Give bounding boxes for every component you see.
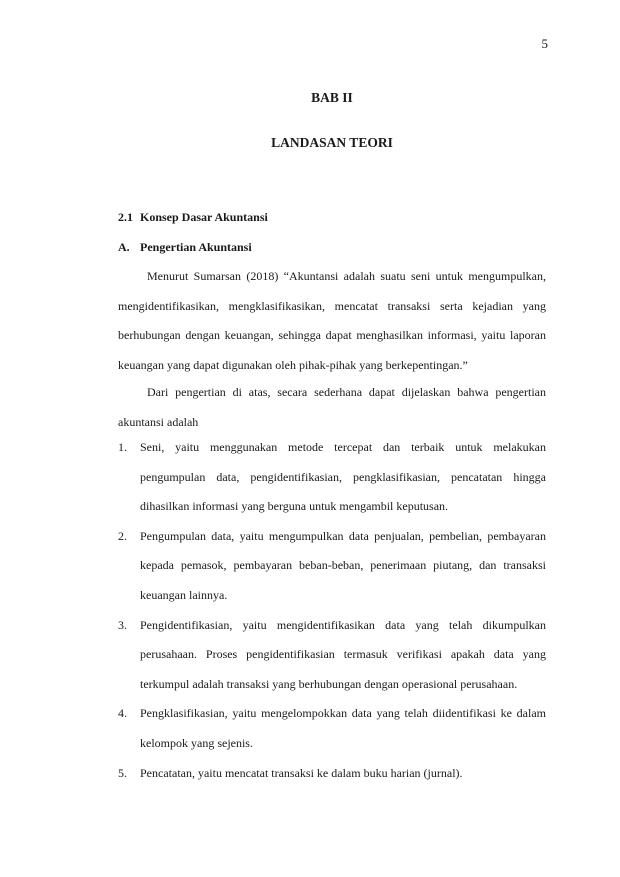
list-item [118,433,546,522]
subsection-title: Pengertian Akuntansi [140,240,252,254]
definition-list [118,433,546,788]
list-item-number: 3. [118,617,127,632]
list-item [118,522,546,611]
list-item [118,699,546,758]
list-item-text: Pencatatan, yaitu mencatat transaksi ke dalam buku harian (jurnal). [140,765,463,780]
list-item [118,759,546,789]
chapter-title: LANDASAN TEORI [271,135,393,150]
page-number: 5 [541,36,548,51]
chapter-number: BAB II [311,90,353,105]
section-heading [118,210,268,225]
list-item-number: 5. [118,765,127,780]
list-item-text: Pengumpulan data, yaitu mengumpulkan data penjualan, pembelian, pembayaran kepada pemasok, pembayaran beban-beban, penerimaan piutang, dan transaksi keuangan lainnya. [140,528,546,602]
paragraph-explanation: Dari pengertian di atas, secara sederhana dapat dijelaskan bahwa pengertian akuntansi adalah [118,385,546,429]
subsection-number: A. [118,240,130,254]
section-title: Konsep Dasar Akuntansi [140,210,268,224]
list-item-text: Seni, yaitu menggunakan metode tercepat dan terbaik untuk melakukan pengumpulan data, pengidentifikasian, pengklasifikasian, pencatatan hingga dihasilkan informasi yang berguna untuk mengambil keputusan. [140,440,546,514]
list-item-number: 2. [118,528,127,543]
list-item-text: Pengidentifikasian, yaitu mengidentifikasikan data yang telah dikumpulkan perusahaan. Proses pengidentifikasian termasuk verifikasi apakah data yang terkumpul adalah transaksi yang berhubungan dengan operasional perusahaan. [140,617,546,691]
section-number: 2.1 [118,210,133,224]
list-item-number: 4. [118,706,127,721]
list-item-number: 1. [118,440,127,454]
subsection-heading [118,240,252,255]
list-item [118,611,546,700]
list-item-text: Pengklasifikasian, yaitu mengelompokkan data yang telah diidentifikasi ke dalam kelompok yang sejenis. [140,706,546,750]
paragraph-definition: Menurut Sumarsan (2018) “Akuntansi adalah suatu seni untuk mengumpulkan, mengidentifikasikan, mengklasifikasikan, mencatat transaksi serta kejadian yang berhubungan dengan keuangan, sehingga dapat menghasilkan informasi, yaitu laporan keuangan yang dapat digunakan oleh pihak-pihak yang berkepentingan.” [118,269,546,372]
